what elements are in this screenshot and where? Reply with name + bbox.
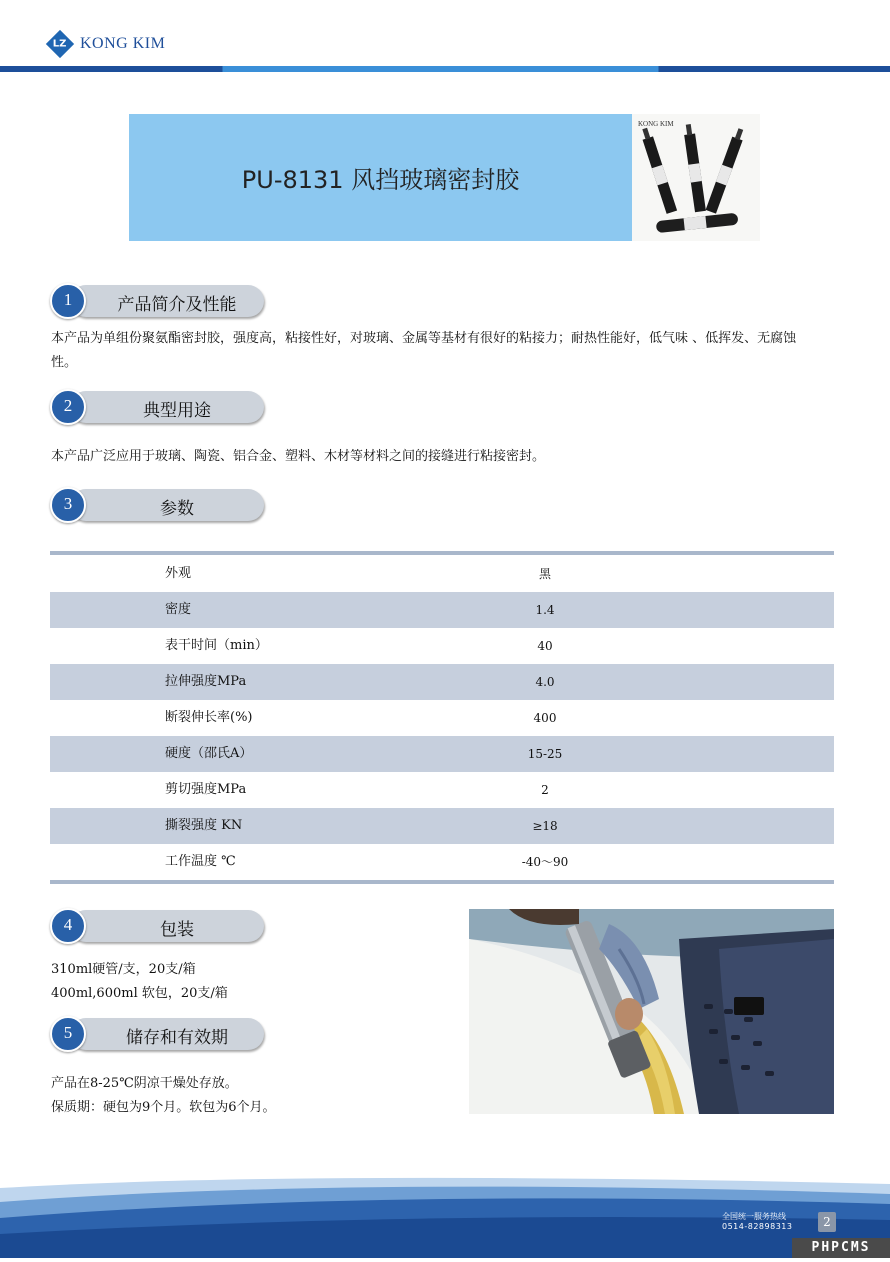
application-photo	[469, 909, 834, 1114]
page-number: 2	[818, 1212, 836, 1232]
section-header-intro	[50, 283, 264, 319]
table-row	[50, 700, 834, 736]
param-value: 1.4	[535, 603, 555, 617]
table-bottom-rule	[50, 880, 834, 884]
header-bar	[0, 66, 890, 72]
logo-icon	[46, 30, 74, 58]
table-row	[50, 628, 834, 664]
param-value: 2	[541, 783, 549, 797]
table-row	[50, 844, 834, 880]
intro-paragraph	[51, 327, 841, 375]
table-row	[50, 556, 834, 592]
section-header-usage	[50, 389, 264, 425]
storage-line-1: 产品在8-25℃阴凉干燥处存放。	[51, 1076, 238, 1091]
param-name: 密度	[165, 602, 192, 617]
table-row	[50, 736, 834, 772]
section-number: 5	[63, 1023, 73, 1042]
section-number: 4	[63, 915, 73, 934]
packaging-line-2: 400ml,600ml 软包，20支/箱	[51, 986, 228, 1001]
section-header-packaging	[50, 908, 264, 944]
section-title: 典型用途	[143, 401, 211, 421]
logo-mark-text: LZ	[53, 38, 67, 50]
param-name: 剪切强度MPa	[165, 782, 247, 797]
intro-line-1: 本产品为单组份聚氨酯密封胶，强度高，粘接性好，对玻璃、金属等基材有很好的粘接力；耐热性能好，低气味 、低挥发、无腐蚀	[51, 331, 797, 346]
cartridge-tubes	[639, 124, 746, 234]
param-value: 40	[537, 639, 553, 653]
table-row	[50, 592, 834, 628]
param-value: 15-25	[527, 747, 563, 761]
table-row	[50, 772, 834, 808]
param-name: 外观	[165, 566, 192, 581]
section-number: 2	[63, 396, 73, 415]
section-title: 产品简介及性能	[117, 295, 237, 315]
param-value: -40～90	[521, 855, 569, 869]
section-title: 参数	[160, 499, 194, 519]
product-image	[632, 114, 760, 241]
param-name: 硬度（邵氏A）	[165, 746, 253, 761]
packaging-line-1: 310ml硬管/支，20支/箱	[51, 962, 196, 977]
param-value: 黑	[538, 567, 551, 581]
param-name: 断裂伸长率(%)	[165, 710, 253, 725]
section-header-storage	[50, 1016, 264, 1052]
storage-line-2: 保质期：硬包为9个月。软包为6个月。	[51, 1100, 276, 1115]
param-value: ≥18	[532, 819, 558, 833]
product-brand: KONG KIM	[638, 120, 674, 128]
watermark: PHPCMS	[792, 1238, 890, 1258]
param-name: 撕裂强度 KN	[165, 818, 243, 833]
packaging-text	[51, 958, 228, 1006]
section-number: 1	[63, 290, 73, 309]
param-value: 4.0	[535, 675, 555, 689]
section-number: 3	[63, 494, 73, 513]
table-top-rule	[50, 551, 834, 555]
storage-text	[51, 1072, 276, 1120]
section-title: 包装	[160, 920, 194, 940]
hotline-label: 全国统一服务热线	[722, 1212, 786, 1221]
param-name: 工作温度 ℃	[165, 854, 236, 869]
param-value: 400	[533, 711, 557, 725]
table-row	[50, 664, 834, 700]
intro-line-2: 性。	[51, 355, 78, 370]
param-name: 表干时间（min）	[165, 638, 268, 653]
usage-paragraph: 本产品广泛应用于玻璃、陶瓷、铝合金、塑料、木材等材料之间的接缝进行粘接密封。	[51, 449, 546, 464]
brand-name: KONG KIM	[80, 35, 166, 52]
param-name: 拉伸强度MPa	[165, 674, 247, 689]
section-header-params	[50, 487, 264, 523]
page-title: PU-8131 风挡玻璃密封胶	[241, 166, 520, 194]
brand-logo	[50, 34, 165, 54]
hotline-number: 0514-82898313	[722, 1222, 793, 1231]
table-row	[50, 808, 834, 844]
section-title: 储存和有效期	[126, 1028, 228, 1048]
